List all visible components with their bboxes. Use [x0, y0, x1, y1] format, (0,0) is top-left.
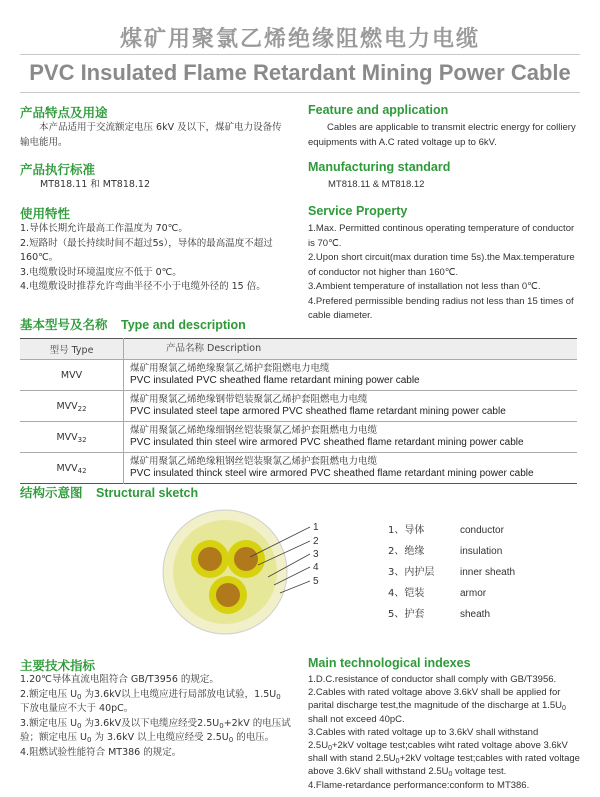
list-item: 2.Cables with rated voltage above 3.6kV shall be applied for parital discharge test,the magnitude of the discharge at $1.5U_0$ shall not exceed 40pC.: [308, 687, 566, 725]
indexes-heading-cn: 主要技术指标: [20, 659, 96, 673]
list-item: 3.Ambient temperature of installation not less than 0℃.: [308, 281, 541, 292]
conductor-core: [216, 583, 240, 607]
table-header: [20, 339, 577, 360]
feature-text-cn: 本产品适用于交流额定电压 6kV 及以下，煤矿电力设备传输电能用。: [20, 122, 282, 148]
desc-cell: 煤矿用聚氯乙烯绝缘钢带铠装聚氯乙烯护套阻燃电力电缆 PVC insulated steel tape armored PVC sheathed flame retardant mining power cable: [124, 391, 578, 422]
legend-item: 4、铠装 armor: [388, 588, 487, 599]
sketch-heading-cn: 结构示意图: [20, 486, 83, 500]
list-item: 1.Max. Permitted continous operating temperature of conductor is 70℃.: [308, 223, 575, 249]
col-type-header: 型号 Type: [20, 339, 124, 360]
list-item: 4.电缆敷设时推荐允许弯曲半径不小于电缆外径的 15 倍。: [20, 281, 266, 292]
service-list-en: [308, 222, 580, 324]
standard-heading-en: Manufacturing standard: [308, 160, 451, 174]
page-title-cn: 煤矿用聚氯乙烯绝缘阻燃电力电缆: [119, 27, 480, 52]
types-heading: [20, 315, 246, 333]
legend-item: 2、绝缘 insulation: [388, 546, 503, 557]
list-item: 2.短路时（最长持续时间不超过5s），导体的最高温度不超过160℃。: [20, 237, 273, 263]
table-row: [20, 360, 577, 391]
list-item: 1.D.C.resistance of conductor shall comply with GB/T3956.: [308, 674, 557, 685]
sketch-heading-en: Structural sketch: [96, 486, 199, 500]
feature-text-en: Cables are applicable to transmit electric energy for colliery equipments with A.C rated voltage up to 6kV.: [308, 122, 576, 148]
table-row: [20, 422, 577, 453]
divider: [20, 92, 580, 93]
table-row: [20, 453, 577, 484]
sketch-heading: [20, 483, 198, 501]
desc-cell: 煤矿用聚氯乙烯绝缘粗钢丝铠装聚氯乙烯护套阻燃电力电缆 PVC insulated thinck steel wire armored PVC sheathed flame retardant mining power cable: [124, 453, 578, 484]
desc-cell: 煤矿用聚氯乙烯绝缘聚氯乙烯护套阻燃电力电缆 PVC insulated PVC sheathed flame retardant mining power cable: [124, 360, 578, 391]
list-item: 1.20℃导体直流电阻符合 GB/T3956 的规定。: [20, 674, 219, 685]
list-item: 2.Upon short circuit(max duration time 5s).the Max.temperature of conductor not higher than 160℃.: [308, 252, 575, 278]
service-list-cn: [20, 222, 290, 295]
indexes-heading-en: Main technological indexes: [308, 656, 471, 670]
list-item: 3.额定电压 $U_0$ 为3.6kV及以下电缆应经受$2.5U_0+2kV$ 的电压试验；额定电压 $U_0$ 为 3.6kV 以上电缆应经受 $2.5U_0$ 的电压。: [20, 717, 291, 744]
callout-number: 5: [313, 576, 319, 587]
legend-item: 5、护套 sheath: [388, 609, 491, 620]
list-item: 3.Cables with rated voltage up to 3.6kV shall withstand $2.5U_0+2kV$ voltage test;cables wiht rated voltage above 3.6kV shall with stand $2.5U_0+2kV$ voltage test;cables with rated voltage above 3.6kV shall withstand $2.5U_0$ voltage test.: [308, 726, 580, 779]
indexes-list-en: [308, 673, 580, 792]
list-item: 3.电缆敷设时环境温度应不低于 0℃。: [20, 266, 182, 278]
feature-heading-cn: 产品特点及用途: [20, 106, 108, 120]
type-cell: $MVV_{42}$: [20, 453, 124, 484]
col-desc-header: 产品名称 Description: [124, 339, 578, 360]
legend-item: 1、导体 conductor: [388, 525, 504, 536]
desc-cell: 煤矿用聚氯乙烯绝缘细钢丝铠装聚氯乙烯护套阻燃电力电缆 PVC insulated thin steel wire armored PVC sheathed flame retardant mining power cable: [124, 422, 578, 453]
divider: [20, 54, 580, 55]
types-heading-cn: 基本型号及名称: [20, 318, 108, 332]
feature-heading-en: Feature and application: [308, 103, 449, 117]
table-row: [20, 391, 577, 422]
list-item: 4.Prefered permissible bending radius not less than 15 times of cable diameter.: [308, 295, 574, 321]
list-item: 4.Flame-retardance performance:conform to MT386.: [308, 779, 530, 791]
type-cell: $MVV_{22}$: [20, 391, 124, 422]
page-title-en: PVC Insulated Flame Retardant Mining Power Cable: [29, 60, 571, 85]
conductor-core: [198, 547, 222, 571]
standard-text-en: MT818.11 & MT818.12: [328, 179, 425, 190]
service-heading-en: Service Property: [308, 204, 408, 218]
callout-number: 4: [313, 562, 319, 573]
types-heading-en: Type and description: [121, 318, 246, 332]
standard-heading-cn: 产品执行标准: [20, 163, 96, 177]
callout-number: 3: [313, 549, 319, 560]
callout-number: 2: [313, 536, 319, 547]
type-cell: MVV: [20, 360, 124, 391]
list-item: 2.额定电压 $U_0$ 为3.6kV以上电缆应进行局部放电试验，$1.5U_0$ 下放电量应不大于 40pC。: [20, 688, 281, 714]
list-item: 1.导体长期允许最高工作温度为 70℃。: [20, 223, 188, 234]
type-table: [20, 338, 577, 484]
list-item: 4.阻燃试验性能符合 MT386 的规定。: [20, 746, 182, 758]
service-heading-cn: 使用特性: [20, 207, 71, 221]
standard-text-cn: MT818.11 和 MT818.12: [40, 179, 151, 190]
legend-item: 3、内护层 inner sheath: [388, 567, 516, 578]
indexes-list-cn: [20, 673, 292, 760]
cable-cross-section-diagram: [150, 505, 340, 640]
conductor-core: [234, 547, 258, 571]
callout-number: 1: [313, 522, 319, 533]
type-cell: $MVV_{32}$: [20, 422, 124, 453]
